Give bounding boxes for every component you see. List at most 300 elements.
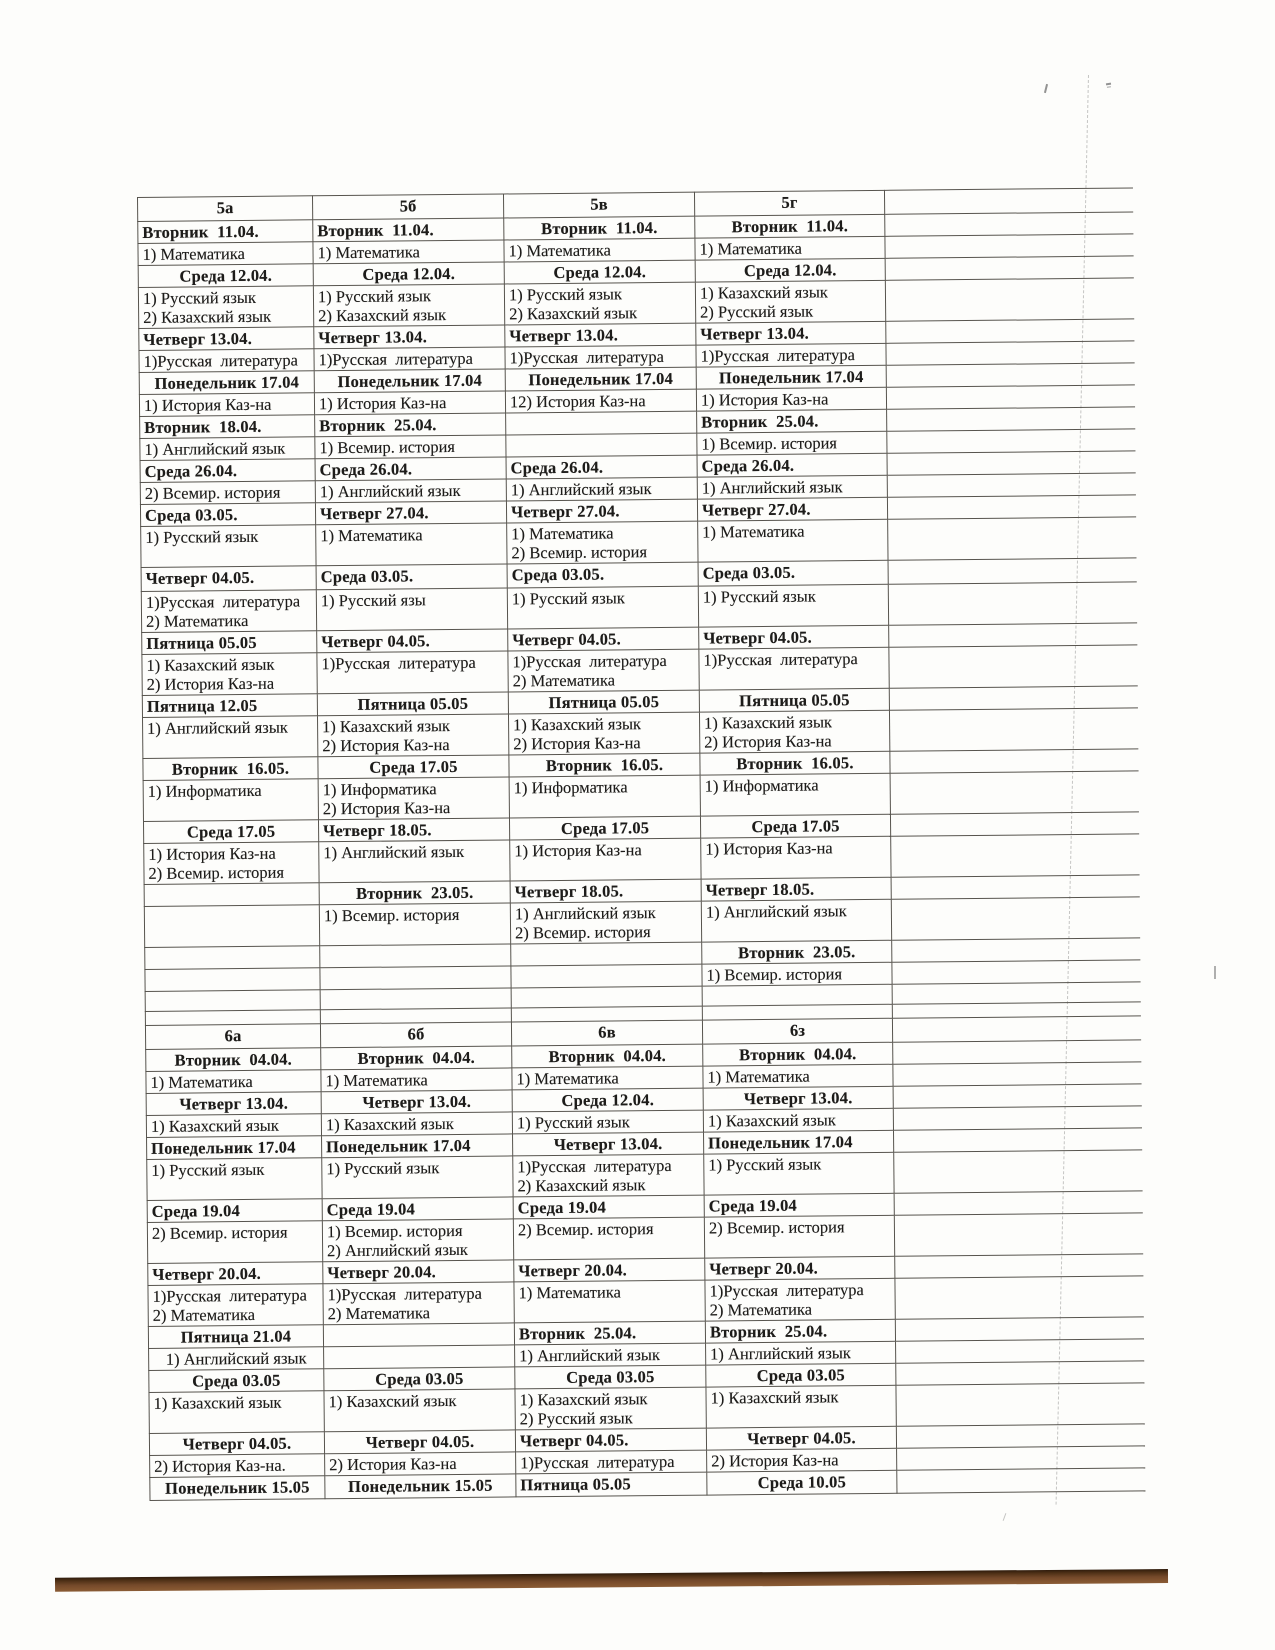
- schedule-cell: [891, 834, 1139, 877]
- date-line: Четверг 04.05.: [519, 1430, 629, 1451]
- date-line: Четверг 04.05.: [365, 1431, 475, 1452]
- subject-line: 1) Казахский язык: [322, 716, 451, 737]
- schedule-cell: [319, 881, 510, 905]
- subject-line: 1) Всемир. история: [319, 436, 456, 458]
- subject-line: 1) История Каз-на: [318, 393, 447, 414]
- class-header-cell: [511, 1020, 702, 1046]
- schedule-cell: [314, 325, 505, 349]
- subject-line: 1) Казахский язык: [703, 712, 833, 733]
- schedule-cell: [315, 457, 506, 481]
- schedule-cell: [510, 879, 701, 903]
- schedule-cell: [319, 840, 510, 883]
- schedule-cell: [322, 1197, 513, 1221]
- schedule-cell: [515, 1343, 706, 1367]
- schedule-cell: [322, 1134, 513, 1158]
- pen-mark: [1214, 966, 1216, 979]
- subject-line: 1) Русский язы: [320, 590, 426, 611]
- subject-line: 2) История Каз-на: [322, 798, 451, 819]
- date-line: Вторник 04.04.: [174, 1049, 293, 1070]
- schedule-cell: [318, 755, 509, 779]
- schedule-cell: [513, 1217, 704, 1260]
- schedule-cell: [698, 519, 888, 562]
- date-line: Четверг 27.04.: [510, 501, 620, 522]
- schedule-cell: [895, 1254, 1143, 1278]
- subject-line: 2) Русский язык: [519, 1408, 633, 1429]
- date-line: Среда 12.04.: [743, 260, 837, 281]
- subject-line: 2) Казахский язык: [509, 303, 638, 324]
- schedule-cell: [504, 282, 695, 325]
- date-line: Четверг 13.04.: [179, 1093, 289, 1114]
- date-line: Понедельник 17.04: [337, 370, 483, 392]
- schedule-cell: [886, 385, 1134, 409]
- subject-line: 1)Русская литература: [145, 591, 301, 612]
- schedule-cell: [315, 501, 506, 525]
- subject-line: 1)Русская литература: [700, 345, 855, 366]
- schedule-cell: [139, 349, 314, 373]
- schedule-cell: [514, 1321, 705, 1345]
- schedule-cell: [897, 1468, 1145, 1493]
- schedule-cell: [896, 1424, 1144, 1448]
- schedule-cell: [317, 651, 508, 694]
- schedule-cell: [888, 582, 1136, 625]
- subject-line: 1)Русская литература: [512, 650, 667, 672]
- schedule-cell: [508, 627, 699, 651]
- schedule-cell: [890, 812, 1138, 836]
- date-line: Понедельник 15.05: [348, 1475, 493, 1497]
- schedule-cell: [145, 990, 320, 1012]
- schedule-cell: [700, 814, 890, 838]
- class-label: 6б: [407, 1024, 425, 1044]
- class-label: 5б: [399, 196, 417, 216]
- date-line: Среда 03.05.: [702, 562, 796, 583]
- schedule-cell: [513, 1195, 704, 1219]
- schedule-cell: [695, 214, 885, 238]
- schedule-cell: [516, 1472, 707, 1497]
- schedule-cell: [138, 264, 313, 288]
- schedule-cell: [695, 236, 885, 260]
- class-header-cell: [694, 190, 884, 216]
- date-line: Среда 12.04.: [553, 262, 647, 283]
- schedule-cell: [707, 1470, 897, 1495]
- class-label: 6в: [598, 1022, 616, 1042]
- schedule-cell: [705, 1278, 895, 1321]
- subject-line: 1) Казахский язык: [150, 1115, 279, 1136]
- date-line: Среда 19.04: [326, 1199, 416, 1220]
- schedule-cell: [894, 1191, 1142, 1215]
- subject-line: 1) Казахский язык: [328, 1390, 457, 1412]
- date-line: Вторник 16.05.: [171, 758, 290, 779]
- schedule-cell: [149, 1369, 324, 1393]
- schedule-cell: [701, 877, 891, 901]
- schedule-cell: [705, 1319, 895, 1343]
- date-line: Четверг 04.05.: [747, 1428, 856, 1449]
- subject-line: 1) Всемир. история: [706, 964, 843, 985]
- subject-line: 1)Русская литература: [143, 350, 298, 371]
- schedule-cell: [140, 503, 315, 527]
- schedule-cell: [325, 1474, 516, 1499]
- subject-line: 1) Английский язык: [701, 477, 843, 498]
- date-line: Среда 26.04.: [510, 457, 604, 478]
- date-line: Среда 12.04.: [561, 1090, 655, 1110]
- schedule-cell: [324, 1430, 515, 1454]
- schedule-cell: [704, 1215, 894, 1258]
- page-bottom-edge: [55, 1569, 1168, 1592]
- date-line: Среда 26.04.: [144, 461, 238, 481]
- date-line: Четверг 04.05.: [703, 627, 812, 648]
- date-line: Среда 12.04.: [362, 263, 456, 284]
- schedule-cell: [700, 773, 890, 816]
- subject-line: 2) История Каз-на: [329, 1453, 457, 1475]
- schedule-cell: [148, 1325, 323, 1349]
- schedule-cell: [509, 753, 700, 777]
- subject-line: 1) Английский язык: [165, 1348, 307, 1369]
- subject-line: 1) Казахский язык: [146, 654, 275, 675]
- date-line: Вторник 04.04.: [738, 1044, 857, 1065]
- schedule-cell: [513, 1132, 704, 1156]
- schedule-cell: [320, 944, 511, 968]
- schedule-cell: [891, 897, 1139, 940]
- schedule-cell: [321, 1068, 512, 1092]
- schedule-cell: [143, 757, 318, 781]
- subject-line: 2) История Каз-на: [711, 1450, 839, 1471]
- subject-line: 1) Математика: [702, 521, 805, 542]
- subject-line: 2) Математика: [327, 1303, 431, 1324]
- schedule-cell: [886, 341, 1134, 365]
- schedule-cell: [695, 258, 885, 282]
- date-line: Вторник 25.04.: [701, 411, 819, 432]
- schedule-cell: [145, 968, 320, 992]
- subject-line: 1) Казахский язык: [512, 714, 642, 735]
- schedule-cell: [701, 899, 891, 942]
- schedule-cell: [146, 1048, 321, 1072]
- schedule-cell: [314, 347, 505, 371]
- schedule-cell: [142, 653, 317, 696]
- subject-line: 1) Английский язык: [519, 1345, 661, 1366]
- class-label: 6а: [224, 1026, 242, 1046]
- pen-mark: [1003, 1513, 1007, 1521]
- schedule-cell: [699, 710, 889, 753]
- date-line: Вторник 16.05.: [736, 753, 854, 774]
- schedule-cell: [515, 1428, 706, 1452]
- schedule-cell: [143, 820, 318, 844]
- schedule-cell: [141, 566, 316, 592]
- schedule-cell: [697, 431, 887, 455]
- schedule-cell: [139, 327, 314, 351]
- date-line: Вторник 11.04.: [731, 216, 849, 237]
- schedule-cell: [324, 1345, 515, 1369]
- schedule-cell: [888, 517, 1136, 560]
- schedule-cell: [892, 982, 1140, 1004]
- schedule-cell: [893, 1106, 1141, 1130]
- schedule-cell: [319, 903, 510, 946]
- schedule-cell: [698, 584, 888, 627]
- date-line: Среда 03.05: [756, 1365, 846, 1386]
- schedule-cell: [146, 1114, 321, 1138]
- schedule-cell: [885, 256, 1133, 280]
- subject-line: 1) Информатика: [513, 777, 628, 798]
- date-line: Четверг 13.04.: [318, 327, 428, 348]
- subject-line: 1) Математика: [707, 1066, 810, 1087]
- schedule-cell: [323, 1323, 514, 1347]
- date-line: Понедельник 17.04: [326, 1135, 471, 1157]
- schedule-cell: [139, 371, 314, 395]
- date-line: Пятница 05.05: [520, 1474, 631, 1495]
- schedule-cell: [509, 775, 700, 818]
- schedule-cell: [695, 280, 885, 323]
- date-line: Вторник 25.04.: [319, 415, 437, 436]
- date-line: Четверг 18.05.: [323, 820, 432, 841]
- schedule-cell: [506, 455, 697, 479]
- schedule-cell: [511, 964, 702, 988]
- date-line: Четверг 18.05.: [514, 881, 624, 902]
- date-line: Пятница 12.05: [146, 695, 258, 716]
- date-line: Четверг 27.04.: [319, 503, 429, 524]
- subject-line: 1) История Каз-на: [700, 389, 829, 410]
- schedule-cell: [696, 343, 886, 367]
- subject-line: 1) Информатика: [322, 779, 437, 800]
- subject-line: 1) Русский язык: [708, 1154, 822, 1175]
- subject-line: 1) Казахский язык: [710, 1387, 839, 1408]
- subject-line: 1)Русская литература: [517, 1155, 672, 1177]
- schedule-cell: [147, 1221, 322, 1264]
- subject-line: 2) Английский язык: [327, 1239, 468, 1261]
- date-line: Среда 19.04: [517, 1197, 607, 1218]
- schedule-cell: [316, 564, 507, 590]
- schedule-cell: [703, 1042, 893, 1066]
- subject-line: 2) Всемир. история: [708, 1217, 845, 1238]
- subject-line: 1) Русский язык: [511, 588, 625, 609]
- schedule-cell: [323, 1260, 514, 1284]
- schedule-cell: [146, 1070, 321, 1094]
- schedule-cell: [887, 473, 1135, 497]
- date-line: Вторник 23.05.: [738, 942, 856, 963]
- schedule-cell: [504, 216, 695, 240]
- schedule-cell: [317, 714, 508, 757]
- date-line: Вторник 23.05.: [355, 882, 474, 903]
- date-line: Вторник 25.04.: [518, 1323, 637, 1344]
- date-line: Среда 17.05: [751, 816, 840, 837]
- schedule-cell: [316, 588, 507, 631]
- subject-line: 1) Математика: [518, 1282, 621, 1303]
- subject-line: 1) Русский язык: [142, 287, 257, 308]
- schedule-cell: [506, 433, 697, 457]
- schedule-cell: [894, 1213, 1142, 1256]
- schedule-cell: [316, 523, 507, 566]
- date-line: Четверг 20.04.: [152, 1263, 262, 1284]
- schedule-cell: [701, 836, 891, 879]
- schedule-cell: [505, 389, 696, 413]
- schedule-cell: [889, 708, 1137, 751]
- schedule-cell: [313, 240, 504, 264]
- schedule-cell: [703, 1086, 893, 1110]
- pen-mark: [1044, 84, 1048, 93]
- schedule-cell: [706, 1426, 896, 1450]
- schedule-cell: [145, 946, 320, 970]
- subject-line: 12) История Каз-на: [509, 391, 646, 412]
- schedule-cell: [887, 495, 1135, 519]
- schedule-cell: [896, 1383, 1144, 1426]
- schedule-cell: [141, 590, 316, 633]
- schedule-cell: [324, 1389, 515, 1432]
- subject-line: 1) Казахский язык: [519, 1389, 648, 1410]
- date-line: Пятница 21.04: [180, 1326, 292, 1347]
- subject-line: 1) Математика: [699, 238, 802, 259]
- schedule-cell: [318, 777, 509, 820]
- date-line: Вторник 11.04.: [317, 220, 434, 241]
- schedule-cell: [509, 816, 700, 840]
- schedule-cell: [896, 1361, 1144, 1385]
- date-line: Четверг 13.04.: [553, 1134, 663, 1155]
- date-line: Четверг 04.05.: [512, 629, 621, 650]
- subject-line: 1) Английский язык: [323, 841, 465, 863]
- date-line: Понедельник 17.04: [718, 367, 864, 388]
- subject-line: 1) Английский язык: [514, 903, 656, 924]
- subject-line: 1)Русская литература: [703, 649, 858, 670]
- subject-line: 1) Всемир. история: [701, 433, 838, 454]
- subject-line: 1) Казахский язык: [699, 282, 828, 303]
- date-line: Среда 03.05.: [511, 564, 605, 585]
- date-line: Четверг 04.05.: [145, 567, 255, 588]
- subject-line: 1) Английский язык: [710, 1343, 851, 1364]
- schedule-cell: [149, 1432, 324, 1456]
- subject-line: 2) История Каз-на: [513, 733, 641, 754]
- subject-line: 1) Математика: [150, 1071, 253, 1092]
- subject-line: 1) История Каз-на: [143, 394, 272, 415]
- schedule-cell: [317, 692, 508, 716]
- subject-line: 2) Всемир. история: [148, 862, 285, 883]
- schedule-cell: [891, 875, 1139, 899]
- schedule-cell: [318, 818, 509, 842]
- schedule-cell: [324, 1367, 515, 1391]
- schedule-cell: [516, 1450, 707, 1474]
- date-line: Четверг 13.04.: [509, 325, 619, 346]
- subject-line: 1) История Каз-на: [705, 838, 833, 859]
- class-label: 5а: [216, 198, 234, 218]
- date-line: Среда 19.04: [708, 1195, 798, 1216]
- schedule-cell: [704, 1130, 894, 1154]
- schedule-cell: [507, 586, 698, 629]
- schedule-cell: [510, 838, 701, 881]
- class-header-cell: [145, 1024, 320, 1050]
- schedule-cell: [888, 558, 1136, 584]
- schedule-cell: [507, 562, 698, 588]
- schedule-cell: [705, 1256, 895, 1280]
- subject-line: 2) Казахский язык: [143, 306, 272, 327]
- schedule-cell: [514, 1280, 705, 1323]
- schedule-cell: [698, 560, 888, 586]
- schedule-cell: [149, 1347, 324, 1371]
- schedule-cell: [144, 883, 319, 907]
- date-line: Четверг 04.05.: [182, 1433, 292, 1454]
- date-line: Среда 03.05: [375, 1368, 464, 1389]
- subject-line: 1) Английский язык: [144, 438, 286, 459]
- subject-line: 2) История Каз-на: [322, 735, 450, 756]
- date-line: Вторник 04.04.: [548, 1045, 667, 1067]
- schedule-cell: [508, 690, 699, 714]
- subject-line: 2) Всемир. история: [517, 1219, 654, 1240]
- schedule-cell: [321, 1112, 512, 1136]
- subject-line: 1) Русский язык: [508, 284, 623, 305]
- exam-schedule-table: [137, 187, 1145, 1500]
- class-header-cell: [702, 1018, 892, 1044]
- schedule-cell: [887, 451, 1135, 475]
- date-line: Четверг 27.04.: [701, 499, 811, 520]
- schedule-cell: [505, 345, 696, 369]
- schedule-cell: [150, 1454, 325, 1478]
- schedule-cell: [320, 966, 511, 990]
- subject-line: 1) Английский язык: [510, 479, 652, 500]
- subject-line: 2) Математика: [152, 1304, 256, 1325]
- date-line: Четверг 13.04.: [743, 1088, 853, 1109]
- schedule-cell: [320, 988, 511, 1010]
- date-line: Четверг 18.05.: [705, 879, 815, 900]
- schedule-cell: [706, 1385, 896, 1428]
- class-label: 5в: [590, 194, 608, 214]
- subject-line: 2) Всемир. история: [514, 922, 651, 943]
- class-label: 5г: [781, 192, 798, 212]
- schedule-cell: [700, 751, 890, 775]
- schedule-cell: [147, 1136, 322, 1160]
- page-top-edge: [225, 58, 1160, 68]
- subject-line: 1) Математика: [142, 243, 245, 264]
- pen-mark: [1106, 83, 1111, 86]
- schedule-cell: [702, 984, 892, 1006]
- schedule-cell: [893, 1062, 1141, 1086]
- schedule-cell: [314, 369, 505, 393]
- schedule-cell: [890, 771, 1138, 814]
- date-line: Среда 10.05: [757, 1472, 847, 1493]
- schedule-cell: [511, 942, 702, 966]
- subject-line: 1) Русский язык: [317, 286, 432, 307]
- schedule-cell: [315, 413, 506, 437]
- schedule-cell: [140, 415, 315, 439]
- schedule-cell: [515, 1365, 706, 1389]
- subject-line: 1) Математика: [320, 525, 423, 546]
- schedule-cell: [325, 1452, 516, 1476]
- schedule-cell: [885, 278, 1133, 321]
- subject-line: 1) Английский язык: [705, 901, 847, 922]
- schedule-cell: [892, 938, 1140, 962]
- subject-line: 2) Всемир. история: [151, 1222, 288, 1243]
- schedule-cell: [321, 1046, 512, 1070]
- subject-line: 1) Казахский язык: [325, 1114, 454, 1135]
- schedule-cell: [505, 323, 696, 347]
- subject-line: 1) История Каз-на: [514, 840, 642, 861]
- schedule-cell: [313, 284, 504, 327]
- page-right-edge: [1152, 66, 1196, 1578]
- schedule-cell: [885, 212, 1133, 236]
- date-line: Среда 17.05: [186, 821, 276, 842]
- schedule-cell: [505, 367, 696, 391]
- schedule-cell: [699, 688, 889, 712]
- schedule-body: [138, 188, 1145, 1500]
- schedule-cell: [699, 625, 889, 649]
- subject-line: 1) Русский язык: [516, 1112, 630, 1133]
- date-line: Четверг 13.04.: [143, 328, 253, 349]
- schedule-cell: [317, 629, 508, 653]
- schedule-cell: [704, 1152, 894, 1195]
- schedule-cell: [696, 387, 886, 411]
- schedule-cell: [147, 1158, 322, 1201]
- schedule-cell: [315, 435, 506, 459]
- schedule-cell: [703, 1108, 893, 1132]
- subject-line: 1) Казахский язык: [707, 1110, 836, 1131]
- class-header-cell: [312, 194, 503, 220]
- date-line: Вторник 11.04.: [142, 221, 259, 242]
- schedule-cell: [144, 905, 319, 948]
- date-line: Среда 26.04.: [319, 459, 413, 480]
- schedule-cell: [142, 716, 317, 759]
